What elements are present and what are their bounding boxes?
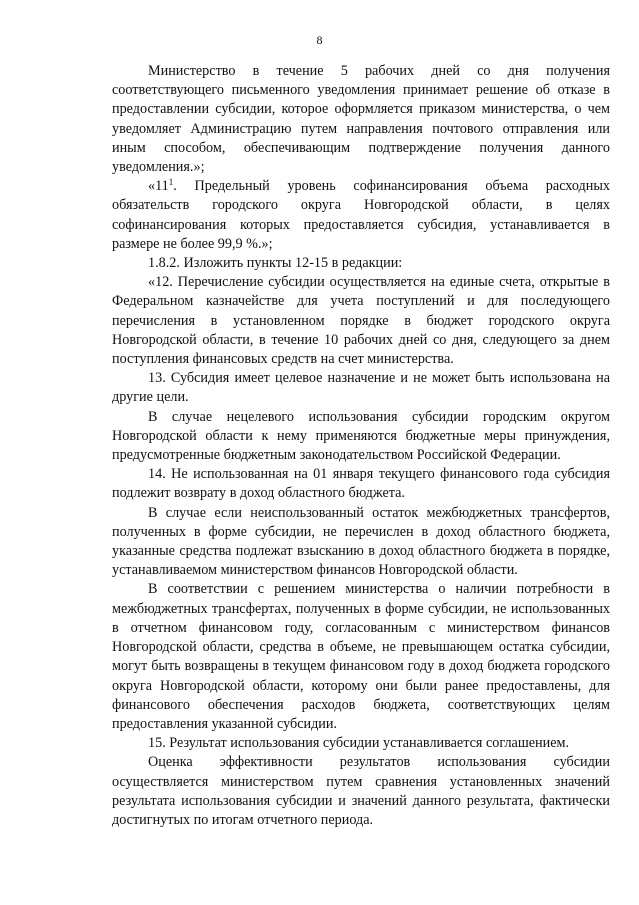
paragraph-return-decision: В соответствии с решением министерства о наличии потребности в межбюджетных трансфертах, полученных в форме субсидии, не использованных в отчетном финансовом году, согласованным с министерством финансов Новгородской области, средства в объеме, не превышающем остатка субсидии, могут быть возвращены в текущем финансовом году в доход бюджета городского округа Новгородской области, которому они были ранее предоставлены, для финансового обеспечения расходов бюджета, соответствующих целям предоставления указанной субсидии. [112,581,610,732]
paragraph-item-15: 15. Результат использования субсидии устанавливается соглашением. [148,735,570,752]
item-superscript: 1 [168,177,174,188]
paragraph-unused-balance: В случае если неиспользованный остаток межбюджетных трансфертов, полученных в форме субсидии, не перечислен в доход областного бюджета, указанные средства подлежат взысканию в доход областного бюджета в порядке, устанавливаемом министерством финансов Новгородской области. [112,504,610,579]
paragraph-ministry-notice: Министерство в течение 5 рабочих дней со дня получения соответствующего письменного уведомления принимает решение об отказе в предоставлении субсидии, которое оформляется приказом министерства, о чем уведомляет Администрацию путем направления почтового отправления или иным способом, обеспечивающим подтверждение получения данного уведомления.»; [112,63,610,176]
paragraph-amend-1-8-2: 1.8.2. Изложить пункты 12-15 в редакции: [148,255,403,272]
paragraph-item-14: 14. Не использованная на 01 января текущего финансового года субсидия подлежит возврату в доход областного бюджета. [112,466,610,502]
page-number: 8 [316,33,323,47]
paragraph-misuse: В случае нецелевого использования субсидии городским округом Новгородской области к нему применяются бюджетные меры принуждения, предусмотренные бюджетным законодательством Российской Федерации. [112,408,610,464]
item-number: «11 [148,178,169,195]
paragraph-evaluation: Оценка эффективности результатов использования субсидии осуществляется министерством путем сравнения установленных значений результата использования субсидии и значений данного результата, фактически достигнутых по итогам отчетного периода. [112,754,610,828]
paragraph-item-11-1 [112,177,610,254]
paragraph-item-13: 13. Субсидия имеет целевое назначение и не может быть использована на другие цели. [112,370,610,406]
document-body [112,62,610,830]
paragraph-item-12: «12. Перечисление субсидии осуществляется на единые счета, открытые в Федеральном казначействе для учета поступлений и для последующего перечисления в установленном порядке в бюджет городского округа Новгородской области, в течение 10 рабочих дней со дня, следующего за днем поступления финансовых средств на счет министерства. [112,274,610,368]
item-text: . Предельный уровень софинансирования объема расходных обязательств городского округа Новгородской области, в целях софинансирования которых предоставляется субсидия, устанавливается в размере не более 99,9 %.»; [112,178,610,252]
